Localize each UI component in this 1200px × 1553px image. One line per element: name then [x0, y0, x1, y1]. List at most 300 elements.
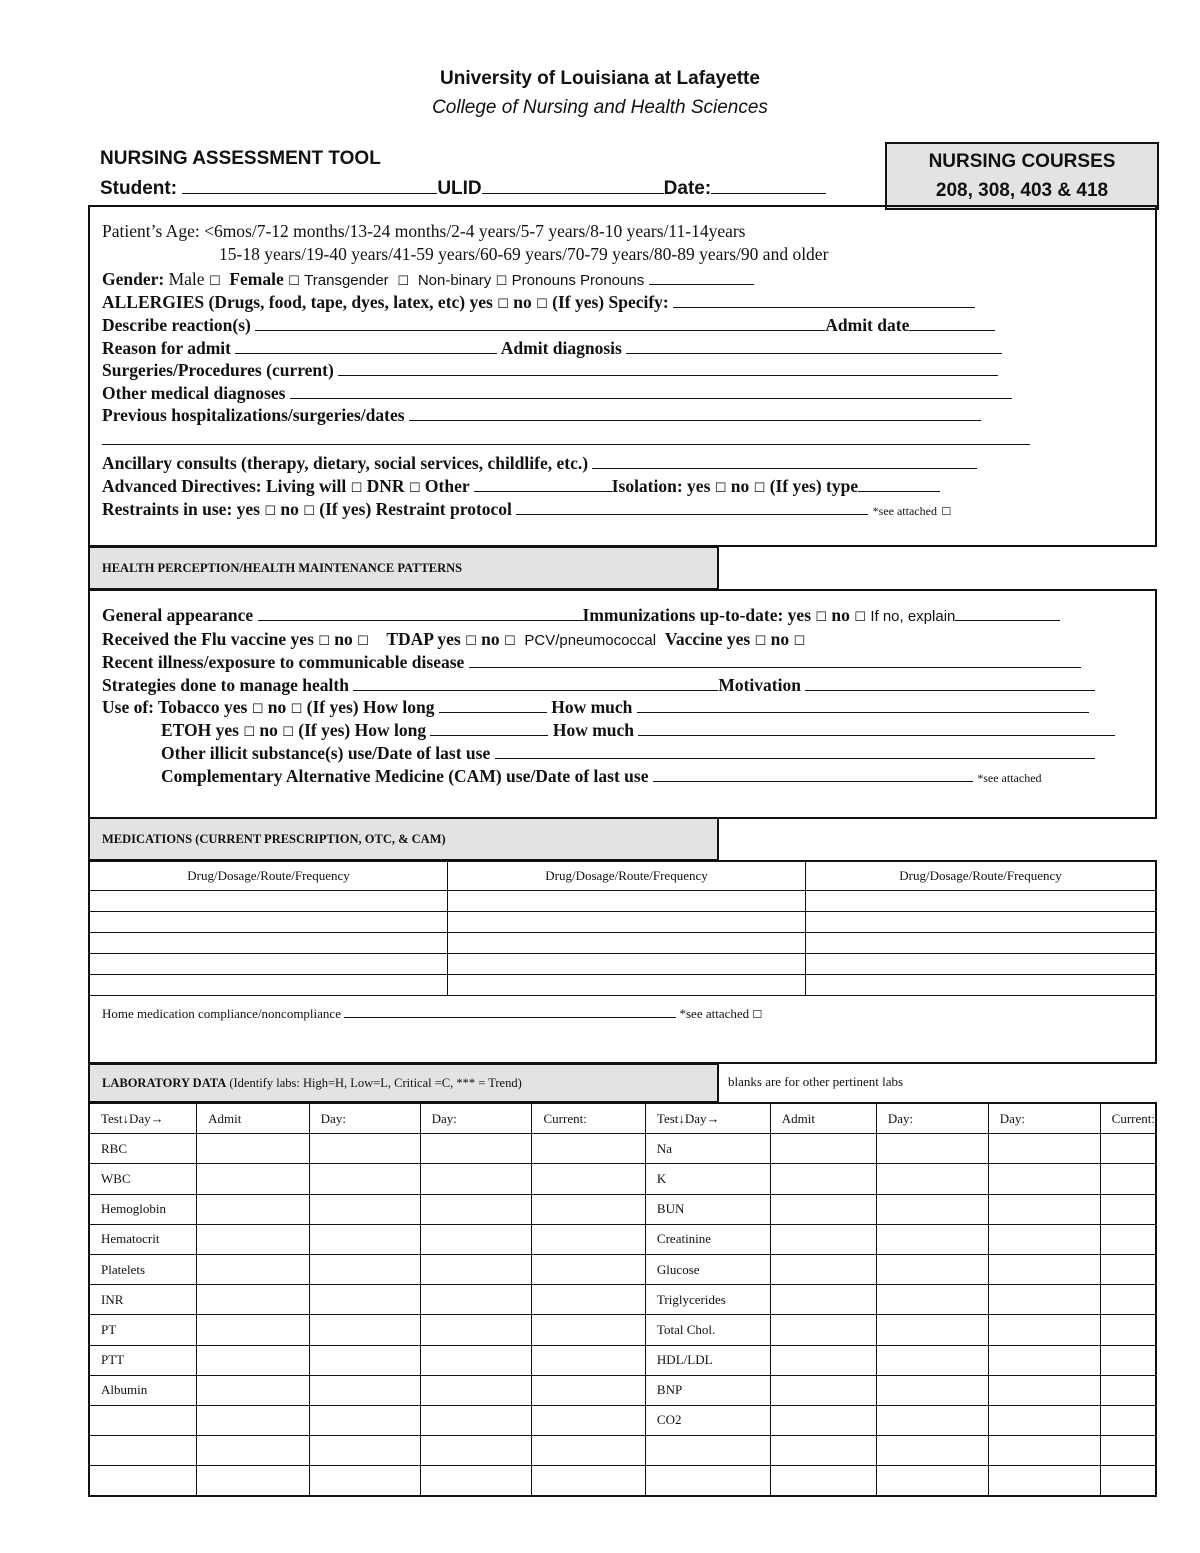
lab-value-cell[interactable]: [532, 1345, 645, 1375]
admit-diagnosis-field[interactable]: [626, 337, 1002, 354]
lab-table: [88, 1102, 1157, 1497]
immunizations-explain-field[interactable]: [955, 604, 1060, 621]
lab-value-cell[interactable]: [1100, 1375, 1156, 1405]
gender-male: Male: [168, 269, 205, 289]
directives-other-field[interactable]: [474, 475, 612, 492]
tobacco-label: Use of: Tobacco yes: [102, 697, 248, 717]
lab-column-header: Current:: [532, 1103, 645, 1134]
lab-header: [88, 1063, 719, 1103]
med-cell[interactable]: [806, 975, 1156, 996]
lab-value-cell[interactable]: [876, 1224, 988, 1254]
recent-illness-field[interactable]: [469, 651, 1081, 668]
lab-test-name: Na: [645, 1134, 770, 1164]
lab-value-cell[interactable]: [1100, 1405, 1156, 1435]
lab-test-name: BUN: [645, 1194, 770, 1224]
lab-row: [89, 1164, 1156, 1194]
med-col-header-1: Drug/Dosage/Route/Frequency: [90, 862, 448, 891]
tobacco-how-much-field[interactable]: [637, 696, 1089, 713]
lab-value-cell[interactable]: [876, 1254, 988, 1284]
gender-row: [102, 268, 754, 293]
reason-field[interactable]: [235, 337, 497, 354]
med-cell[interactable]: [448, 912, 806, 933]
allergies-specify-label: (If yes) Specify:: [552, 292, 669, 312]
dnr-checkbox[interactable]: ☐: [408, 481, 421, 496]
lab-value-cell[interactable]: [770, 1436, 876, 1466]
lab-value-cell[interactable]: [1100, 1194, 1156, 1224]
admit-date-field[interactable]: [909, 314, 995, 331]
lab-value-cell[interactable]: [876, 1194, 988, 1224]
med-cell[interactable]: [90, 912, 448, 933]
lab-value-cell[interactable]: [420, 1466, 532, 1497]
lab-test-name: [89, 1405, 197, 1435]
lab-value-cell[interactable]: [309, 1285, 420, 1315]
tdap-yes-checkbox[interactable]: ☐: [465, 634, 477, 649]
lab-value-cell[interactable]: [1100, 1224, 1156, 1254]
lab-value-cell[interactable]: [197, 1194, 310, 1224]
med-cell[interactable]: [806, 891, 1156, 912]
lab-value-cell[interactable]: [988, 1254, 1100, 1284]
tobacco-how-long-field[interactable]: [439, 696, 547, 713]
lab-value-cell[interactable]: [532, 1436, 645, 1466]
extra-blank-field[interactable]: [102, 428, 1030, 445]
lab-value-cell[interactable]: [770, 1134, 876, 1164]
lab-value-cell[interactable]: [1100, 1285, 1156, 1315]
flu-no-label: no: [334, 629, 353, 649]
ulid-field[interactable]: [482, 175, 664, 194]
medication-row: [90, 891, 1155, 912]
lab-value-cell[interactable]: [532, 1375, 645, 1405]
lab-value-cell[interactable]: [532, 1224, 645, 1254]
lab-value-cell[interactable]: [770, 1375, 876, 1405]
lab-value-cell[interactable]: [770, 1285, 876, 1315]
courses-numbers: 208, 308, 403 & 418: [935, 180, 1109, 201]
lab-row: [89, 1436, 1156, 1466]
lab-value-cell[interactable]: [309, 1194, 420, 1224]
lab-value-cell[interactable]: [532, 1466, 645, 1497]
tdap-no-label: no: [481, 629, 500, 649]
lab-value-cell[interactable]: [532, 1405, 645, 1435]
recent-illness-row: [102, 651, 1081, 673]
lab-column-header: Day:: [420, 1103, 532, 1134]
isolation-no-checkbox[interactable]: ☐: [753, 481, 766, 496]
illicit-row: [161, 742, 1095, 764]
med-cell[interactable]: [448, 975, 806, 996]
restraint-attached-checkbox[interactable]: ☐: [941, 505, 952, 518]
tdap-label: TDAP yes: [386, 629, 461, 649]
gender-female: Female: [229, 269, 284, 289]
motivation-label: Motivation: [718, 675, 801, 695]
directives-row: [102, 475, 940, 500]
lab-value-cell[interactable]: [988, 1285, 1100, 1315]
lab-value-cell[interactable]: [988, 1345, 1100, 1375]
lab-value-cell[interactable]: [988, 1375, 1100, 1405]
etoh-label: ETOH yes: [161, 720, 239, 740]
lab-value-cell[interactable]: [309, 1436, 420, 1466]
lab-column-header: Day:: [876, 1103, 988, 1134]
lab-column-header: Current:: [1100, 1103, 1156, 1134]
restraints-yes-checkbox[interactable]: ☐: [264, 504, 277, 519]
compliance-field[interactable]: [344, 1006, 676, 1018]
lab-value-cell[interactable]: [309, 1164, 420, 1194]
etoh-how-much-field[interactable]: [638, 719, 1115, 736]
immunizations-explain-label: If no, explain: [870, 608, 956, 625]
lab-value-cell[interactable]: [988, 1224, 1100, 1254]
med-cell[interactable]: [90, 933, 448, 954]
cam-see-attached: *see attached: [977, 771, 1042, 785]
compliance-row: [102, 1006, 762, 1022]
lab-row: [89, 1345, 1156, 1375]
lab-value-cell[interactable]: [420, 1224, 532, 1254]
lab-row: [89, 1134, 1156, 1164]
lab-value-cell[interactable]: [770, 1405, 876, 1435]
lab-value-cell[interactable]: [309, 1224, 420, 1254]
reason-row: [102, 337, 1002, 359]
lab-value-cell[interactable]: [988, 1436, 1100, 1466]
medication-row: [90, 975, 1155, 996]
lab-column-header: Day:: [988, 1103, 1100, 1134]
lab-test-name: Total Chol.: [645, 1315, 770, 1345]
medication-row: [90, 912, 1155, 933]
appearance-label: General appearance: [102, 605, 254, 625]
transgender-checkbox[interactable]: ☐: [397, 274, 410, 289]
lab-value-cell[interactable]: [197, 1405, 310, 1435]
age-row: [102, 220, 746, 242]
lab-value-cell[interactable]: [876, 1405, 988, 1435]
strategies-label: Strategies done to manage health: [102, 675, 349, 695]
lab-value-cell[interactable]: [876, 1285, 988, 1315]
lab-test-name: WBC: [89, 1164, 197, 1194]
lab-value-cell[interactable]: [532, 1134, 645, 1164]
lab-value-cell[interactable]: [876, 1164, 988, 1194]
appearance-row: [102, 604, 1060, 629]
lab-column-header: Admit: [770, 1103, 876, 1134]
lab-value-cell[interactable]: [309, 1315, 420, 1345]
pronouns-label: Pronouns Pronouns: [511, 272, 645, 289]
lab-value-cell[interactable]: [309, 1254, 420, 1284]
lab-header-legend: (Identify labs: High=H, Low=L, Critical =C, *** = Trend): [229, 1075, 522, 1090]
lab-value-cell[interactable]: [309, 1345, 420, 1375]
lab-value-cell[interactable]: [309, 1375, 420, 1405]
lab-value-cell[interactable]: [876, 1375, 988, 1405]
age-options-2[interactable]: 15-18 years/19-40 years/41-59 years/60-69 years/70-79 years/80-89 years/90 and older: [219, 244, 829, 264]
lab-value-cell[interactable]: [876, 1466, 988, 1497]
tool-title: NURSING ASSESSMENT TOOL: [100, 148, 381, 169]
tobacco-how-much-label: How much: [551, 697, 633, 717]
recent-illness-label: Recent illness/exposure to communicable disease: [102, 652, 465, 672]
strategies-row: [102, 674, 1095, 696]
lab-value-cell[interactable]: [1100, 1466, 1156, 1497]
lab-value-cell[interactable]: [197, 1466, 310, 1497]
other-diagnoses-field[interactable]: [290, 382, 1012, 399]
lab-value-cell[interactable]: [197, 1285, 310, 1315]
pcv-yes-checkbox[interactable]: ☐: [754, 634, 767, 649]
lab-value-cell[interactable]: [1100, 1315, 1156, 1345]
date-label: Date:: [663, 178, 712, 199]
strategies-field[interactable]: [353, 674, 718, 691]
med-col-header-3: Drug/Dosage/Route/Frequency: [806, 862, 1156, 891]
patient-info-section: [88, 205, 1157, 547]
lab-test-name: RBC: [89, 1134, 197, 1164]
reaction-field[interactable]: [255, 314, 825, 331]
med-cell[interactable]: [90, 891, 448, 912]
lab-test-name: Hemoglobin: [89, 1194, 197, 1224]
lab-value-cell[interactable]: [420, 1285, 532, 1315]
lab-row: [89, 1375, 1156, 1405]
lab-column-header: Test↓Day→: [89, 1103, 197, 1134]
illicit-field[interactable]: [495, 742, 1095, 759]
lab-row: [89, 1254, 1156, 1284]
cam-label: Complementary Alternative Medicine (CAM) use/Date of last use: [161, 766, 649, 786]
motivation-field[interactable]: [805, 674, 1095, 691]
gender-transgender: Transgender: [304, 272, 389, 289]
restraint-protocol-field[interactable]: [516, 498, 868, 515]
allergies-yes-checkbox[interactable]: ☐: [497, 297, 509, 312]
lab-value-cell[interactable]: [532, 1254, 645, 1284]
lab-column-header: Test↓Day→: [645, 1103, 770, 1134]
pcv-label: PCV/pneumococcal: [524, 632, 657, 649]
restraint-protocol-label: (If yes) Restraint protocol: [319, 499, 512, 519]
reaction-row: [102, 314, 995, 336]
health-perception-section: [88, 589, 1157, 819]
lab-value-cell[interactable]: [197, 1224, 310, 1254]
lab-value-cell[interactable]: [197, 1436, 310, 1466]
med-cell[interactable]: [806, 954, 1156, 975]
lab-value-cell[interactable]: [770, 1315, 876, 1345]
lab-value-cell[interactable]: [876, 1315, 988, 1345]
previous-hosp-field[interactable]: [409, 404, 981, 421]
tobacco-no-label: no: [267, 697, 287, 717]
extra-blank-row: [102, 428, 1030, 450]
etoh-yes-checkbox[interactable]: ☐: [243, 725, 255, 740]
pcv-no-checkbox[interactable]: ☐: [793, 634, 806, 649]
lab-test-name: [89, 1436, 197, 1466]
isolation-label: Isolation: yes: [611, 476, 711, 496]
lab-value-cell[interactable]: [197, 1375, 310, 1405]
lab-value-cell[interactable]: [770, 1194, 876, 1224]
lab-value-cell[interactable]: [988, 1466, 1100, 1497]
lab-value-cell[interactable]: [988, 1315, 1100, 1345]
university-name: University of Louisiana at Lafayette: [440, 68, 760, 89]
surgeries-label: Surgeries/Procedures (current): [102, 360, 334, 380]
allergies-row: [102, 291, 975, 316]
cam-row: [161, 765, 1042, 789]
courses-box: [885, 142, 1159, 210]
dnr-label: DNR: [366, 476, 405, 496]
lab-value-cell[interactable]: [420, 1194, 532, 1224]
health-perception-header: HEALTH PERCEPTION/HEALTH MAINTENANCE PATTERNS: [88, 546, 719, 590]
lab-value-cell[interactable]: [770, 1254, 876, 1284]
lab-test-name: Triglycerides: [645, 1285, 770, 1315]
restraints-row: [102, 498, 951, 523]
male-checkbox[interactable]: ☐: [208, 274, 221, 289]
restraints-no-label: no: [280, 499, 299, 519]
allergies-text: (Drugs, food, tape, dyes, latex, etc) yes: [208, 292, 493, 312]
med-cell[interactable]: [90, 975, 448, 996]
female-checkbox[interactable]: ☐: [288, 274, 300, 289]
lab-value-cell[interactable]: [532, 1194, 645, 1224]
lab-value-cell[interactable]: [1100, 1164, 1156, 1194]
med-cell[interactable]: [90, 954, 448, 975]
lab-value-cell[interactable]: [197, 1134, 310, 1164]
isolation-yes-checkbox[interactable]: ☐: [714, 481, 727, 496]
gender-nonbinary: Non-binary: [417, 272, 492, 289]
lab-test-name: Hematocrit: [89, 1224, 197, 1254]
etoh-how-much-label: How much: [552, 720, 635, 740]
med-cell[interactable]: [448, 933, 806, 954]
lab-value-cell[interactable]: [420, 1134, 532, 1164]
lab-value-cell[interactable]: [420, 1164, 532, 1194]
med-cell[interactable]: [806, 933, 1156, 954]
lab-value-cell[interactable]: [532, 1164, 645, 1194]
cam-field[interactable]: [653, 765, 973, 782]
allergies-specify-field[interactable]: [673, 291, 975, 308]
allergies-no-label: no: [513, 292, 532, 312]
lab-value-cell[interactable]: [988, 1405, 1100, 1435]
lab-value-cell[interactable]: [770, 1345, 876, 1375]
gender-label: Gender:: [102, 269, 165, 289]
lab-value-cell[interactable]: [420, 1254, 532, 1284]
etoh-how-long-field[interactable]: [430, 719, 548, 736]
restraints-label: Restraints in use: yes: [102, 499, 260, 519]
surgeries-row: [102, 359, 998, 381]
lab-value-cell[interactable]: [770, 1466, 876, 1497]
ancillary-label: Ancillary consults (therapy, dietary, social services, childlife, etc.): [102, 453, 589, 473]
tobacco-how-long-label: (If yes) How long: [306, 697, 435, 717]
medications-header: MEDICATIONS (CURRENT PRESCRIPTION, OTC, & CAM): [88, 817, 719, 861]
date-field[interactable]: [711, 175, 826, 194]
lab-value-cell[interactable]: [197, 1254, 310, 1284]
lab-value-cell[interactable]: [1100, 1134, 1156, 1164]
tobacco-no-checkbox[interactable]: ☐: [290, 702, 303, 717]
allergies-no-checkbox[interactable]: ☐: [536, 297, 548, 312]
lab-row: [89, 1224, 1156, 1254]
flu-yes-checkbox[interactable]: ☐: [318, 634, 330, 649]
directives-other-label: Other: [424, 476, 470, 496]
lab-value-cell[interactable]: [197, 1164, 310, 1194]
reaction-label: Describe reaction(s): [102, 315, 251, 335]
pcv-no-label: no: [770, 629, 790, 649]
etoh-how-long-label: (If yes) How long: [298, 720, 427, 740]
isolation-type-label: (If yes) type: [769, 476, 859, 496]
lab-note: blanks are for other pertinent labs: [728, 1074, 904, 1089]
lab-test-name: HDL/LDL: [645, 1345, 770, 1375]
lab-value-cell[interactable]: [197, 1345, 310, 1375]
compliance-label: Home medication compliance/noncompliance: [102, 1006, 341, 1021]
flu-label: Received the Flu vaccine yes: [102, 629, 314, 649]
tobacco-yes-checkbox[interactable]: ☐: [251, 702, 264, 717]
admit-diagnosis-label: Admit diagnosis: [500, 338, 622, 358]
lab-test-name: PTT: [89, 1345, 197, 1375]
lab-value-cell[interactable]: [420, 1375, 532, 1405]
lab-value-cell[interactable]: [420, 1345, 532, 1375]
med-cell[interactable]: [448, 891, 806, 912]
lab-value-cell[interactable]: [197, 1315, 310, 1345]
medication-row: [90, 933, 1155, 954]
lab-value-cell[interactable]: [309, 1466, 420, 1497]
student-field[interactable]: [182, 175, 437, 194]
restraint-see-attached: *see attached: [872, 504, 937, 518]
etoh-no-label: no: [259, 720, 278, 740]
restraints-no-checkbox[interactable]: ☐: [303, 504, 315, 519]
immunizations-label: Immunizations up-to-date: yes: [582, 605, 812, 625]
lab-value-cell[interactable]: [309, 1134, 420, 1164]
other-diagnoses-row: [102, 382, 1012, 404]
isolation-no-label: no: [730, 476, 750, 496]
lab-value-cell[interactable]: [770, 1164, 876, 1194]
medications-table: [90, 862, 1155, 996]
directives-label: Advanced Directives:: [102, 476, 262, 496]
isolation-type-field[interactable]: [858, 475, 940, 492]
compliance-attached-checkbox[interactable]: ☐: [752, 1008, 763, 1021]
lab-row: [89, 1466, 1156, 1497]
lab-test-name: CO2: [645, 1405, 770, 1435]
lab-value-cell[interactable]: [309, 1405, 420, 1435]
medication-row: [90, 954, 1155, 975]
lab-value-cell[interactable]: [770, 1224, 876, 1254]
lab-value-cell[interactable]: [988, 1194, 1100, 1224]
appearance-field[interactable]: [258, 604, 583, 621]
lab-value-cell[interactable]: [532, 1285, 645, 1315]
lab-value-cell[interactable]: [420, 1436, 532, 1466]
lab-test-name: INR: [89, 1285, 197, 1315]
med-col-header-2: Drug/Dosage/Route/Frequency: [448, 862, 806, 891]
lab-value-cell[interactable]: [532, 1315, 645, 1345]
med-cell[interactable]: [448, 954, 806, 975]
lab-value-cell[interactable]: [420, 1315, 532, 1345]
ancillary-field[interactable]: [592, 452, 977, 469]
lab-test-name: Platelets: [89, 1254, 197, 1284]
lab-test-name: Creatinine: [645, 1224, 770, 1254]
lab-value-cell[interactable]: [876, 1134, 988, 1164]
lab-test-name: K: [645, 1164, 770, 1194]
courses-title: NURSING COURSES: [928, 151, 1116, 172]
previous-hosp-label: Previous hospitalizations/surgeries/dates: [102, 405, 405, 425]
college-name: College of Nursing and Health Sciences: [432, 97, 768, 118]
pronouns-field[interactable]: [649, 268, 754, 285]
med-cell[interactable]: [806, 912, 1156, 933]
lab-header-row: [89, 1103, 1156, 1134]
lab-test-name: PT: [89, 1315, 197, 1345]
lab-value-cell[interactable]: [1100, 1254, 1156, 1284]
admit-date-label: Admit date: [825, 315, 910, 335]
medications-section: [88, 860, 1157, 1064]
compliance-see-attached: *see attached: [679, 1006, 750, 1021]
tdap-no-checkbox[interactable]: ☐: [503, 634, 516, 649]
immunizations-yes-checkbox[interactable]: ☐: [815, 610, 828, 625]
living-will-checkbox[interactable]: ☐: [350, 481, 363, 496]
surgeries-field[interactable]: [338, 359, 998, 376]
lab-value-cell[interactable]: [1100, 1345, 1156, 1375]
immunizations-no-label: no: [831, 605, 850, 625]
age-options-1[interactable]: <6mos/7-12 months/13-24 months/2-4 years/5-7 years/8-10 years/11-14years: [204, 221, 746, 241]
lab-value-cell[interactable]: [876, 1345, 988, 1375]
lab-value-cell[interactable]: [876, 1436, 988, 1466]
immunizations-no-checkbox[interactable]: ☐: [854, 610, 866, 625]
etoh-no-checkbox[interactable]: ☐: [282, 725, 294, 740]
lab-test-name: Albumin: [89, 1375, 197, 1405]
lab-value-cell[interactable]: [988, 1134, 1100, 1164]
lab-value-cell[interactable]: [420, 1405, 532, 1435]
lab-column-header: Admit: [197, 1103, 310, 1134]
lab-test-name: [89, 1466, 197, 1497]
student-label: Student:: [100, 178, 178, 199]
allergies-label: ALLERGIES: [102, 292, 205, 312]
lab-value-cell[interactable]: [988, 1164, 1100, 1194]
pcv-yes-label: Vaccine yes: [664, 629, 751, 649]
flu-no-checkbox[interactable]: ☐: [357, 634, 369, 649]
lab-value-cell[interactable]: [1100, 1436, 1156, 1466]
nonbinary-checkbox[interactable]: ☐: [495, 274, 508, 289]
